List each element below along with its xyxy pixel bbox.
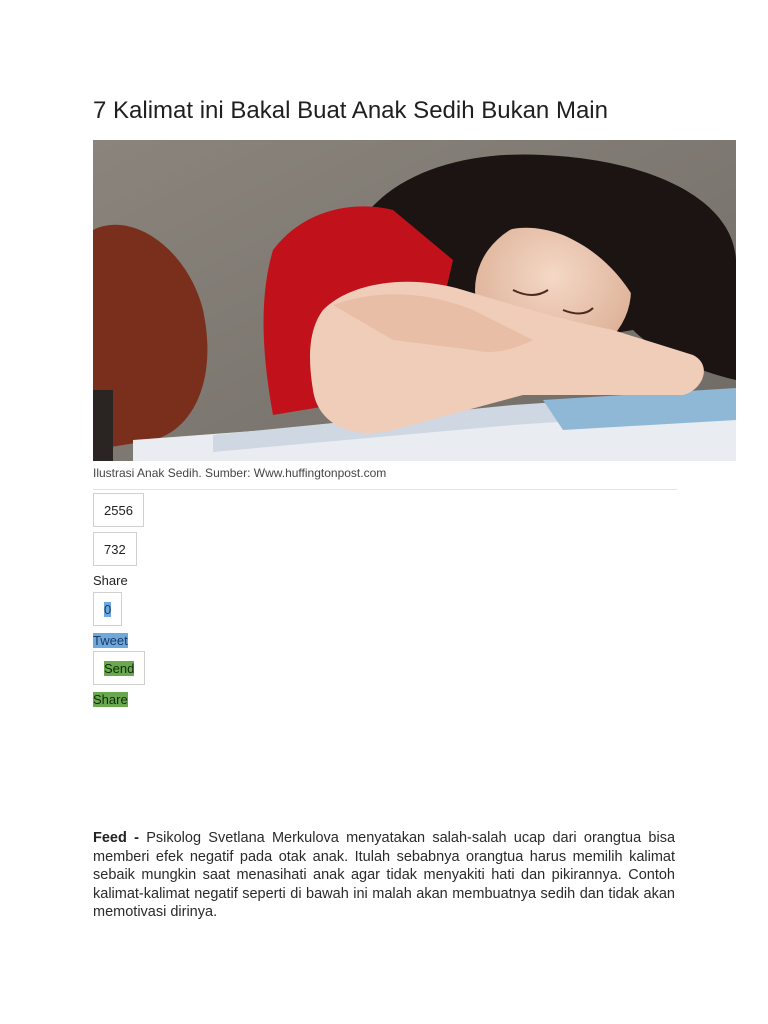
share-label-2: Share xyxy=(93,692,128,707)
hero-image xyxy=(93,140,736,461)
send-button[interactable] xyxy=(93,651,145,685)
article-intro-lead: Feed - xyxy=(93,830,139,846)
article-title: 7 Kalimat ini Bakal Buat Anak Sedih Bukan Main xyxy=(93,97,608,124)
share-link-2[interactable] xyxy=(93,692,128,707)
divider xyxy=(93,489,677,490)
tweet-label: Tweet xyxy=(93,633,128,648)
share-link[interactable]: Share xyxy=(93,573,128,588)
send-label: Send xyxy=(104,661,135,676)
share-count-button[interactable]: 732 xyxy=(93,532,137,566)
image-caption: Ilustrasi Anak Sedih. Sumber: Www.huffingtonpost.com xyxy=(93,466,387,480)
tweet-count-value: 0 xyxy=(104,602,112,617)
tweet-link[interactable] xyxy=(93,633,128,648)
facebook-count-button[interactable]: 2556 xyxy=(93,493,144,527)
article-intro-text: Psikolog Svetlana Merkulova menyatakan salah-salah ucap dari orangtua bisa memberi efek negatif pada otak anak. Itulah sebabnya orangtua harus memilih kalimat sebaik mungkin saat menasihati anak agar tidak menyakiti hati dan pikirannya. Contoh kalimat-kalimat negatif seperti di bawah ini malah akan membuatnya sedih dan tidak akan memotivasi dirinya. xyxy=(93,830,676,920)
sad-child-illustration xyxy=(93,140,736,461)
tweet-count-button[interactable] xyxy=(93,592,122,626)
article-intro xyxy=(93,829,675,922)
